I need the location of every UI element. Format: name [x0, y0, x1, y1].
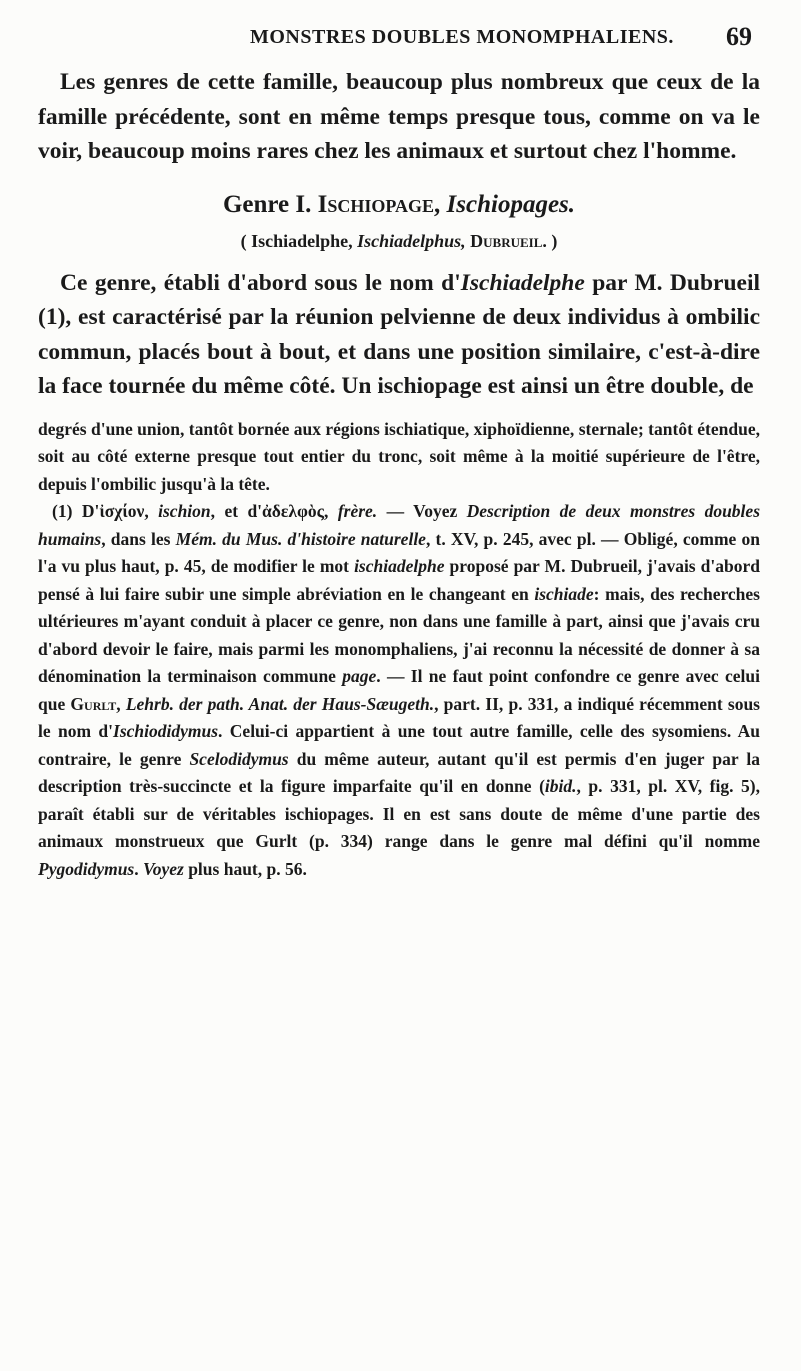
footnote-text: , part. II, p. 331, a indiqué récemment sous le nom d' [38, 693, 760, 741]
footnote-italic: frère. [337, 501, 378, 521]
synonym-close: ) [551, 230, 558, 251]
footnote-italic: page [342, 666, 377, 686]
page-body [38, 65, 760, 883]
genre-name-italic: Ischiopages. [446, 190, 576, 218]
description-text-2: par M. Dubrueil (1), est caractérisé par la réunion pelvienne de deux individus à ombilic commun, placés bout à bout, et dans une position similaire, c'est-à-dire la face tournée du même côté. Un ischiopage est ainsi un être double, de [38, 269, 761, 399]
footnote-text: plus haut, p. 56. [183, 858, 307, 879]
footnote-text: . Celui-ci appartient à une tout autre famille, celle des sysomiens. Au contraire, le genre [38, 721, 760, 769]
description-text-1: Ce genre, établi d'abord sous le nom d' [60, 269, 461, 296]
footnote-italic: Scelodidymus [189, 748, 289, 769]
synonym-line [38, 231, 760, 252]
footnote [38, 498, 760, 883]
footnote-text: . [134, 858, 143, 879]
footnote-italic: ischion [158, 501, 211, 521]
footnote-text: — Voyez [377, 501, 467, 521]
running-head [250, 22, 770, 52]
footnote-text: , p. 331, pl. XV, fig. 5), paraît établi sur de véritables ischiopages. Il en est sans doute de même d'une partie des animaux monstrueux que Gurlt (p. 334) range dans le genre mal défini qu'il nomme [38, 776, 760, 851]
footnote-text: : mais, des recherches ultérieures m'ayant conduit à placer ce genre, non dans une famille à part, ainsi que j'avais cru d'abord devoir le faire, mais parmi les monomphaliens, j'ai reconnu la nécessité de donner à sa dénomination la terminaison commune [38, 583, 760, 686]
footnote-text: , [116, 693, 126, 714]
footnote-text: , t. XV, p. 245, avec pl. — Obligé, comme on l'a vu plus haut, p. 45, de modifier le mot [38, 528, 761, 576]
description-italic-name: Ischiadelphe [460, 269, 585, 296]
footnote-italic: ibid. [544, 776, 577, 796]
genre-heading: Genre I. Ischiopage, Ischiopages. [222, 190, 576, 218]
footnote-italic: ischiadelphe [354, 556, 445, 576]
synonym-latin: Ischiadelphus, [357, 230, 466, 251]
footnote-text: , et d'ἀδελφὸς, [210, 501, 338, 521]
footnote-text: (1) D'ἰσχίον, [52, 501, 159, 521]
genre-name: Ischiopage [317, 190, 435, 218]
footnote-italic: Pygodidymus [38, 858, 135, 879]
genre-prefix: Genre I. [222, 190, 312, 218]
page-number: 69 [726, 22, 752, 51]
synonym-open: ( Ischiadelphe, [240, 230, 353, 251]
intro-paragraph: Les genres de cette famille, beaucoup plus nombreux que ceux de la famille précédente, sont en même temps presque tous, comme on va le voir, beaucoup moins rares chez les animaux et surtout chez l'homme. [38, 69, 760, 164]
footnote-text: . — Il ne faut point confondre ce genre avec celui que [38, 666, 760, 714]
footnote-italic: Description de deux monstres doubles humains [38, 501, 760, 549]
footnote-text: proposé par M. Dubrueil, j'avais d'abord pensé à lui faire subir une simple abréviation en le changeant en [38, 556, 760, 604]
running-title: MONSTRES DOUBLES MONOMPHALIENS. [250, 26, 674, 48]
footnote-italic: Voyez [143, 858, 184, 879]
description-paragraph [38, 266, 760, 404]
footnote-italic: ischiade [534, 583, 594, 604]
footnote-text: du même auteur, autant qu'il est permis d'en juger par la description très-succincte et la figure imparfaite qu'il en donne ( [38, 748, 760, 796]
footnote-text: , dans les [101, 528, 176, 549]
footnote-italic: Lehrb. der path. Anat. der Haus-Sæugeth. [125, 693, 435, 714]
continuation-paragraph: degrés d'une union, tantôt bornée aux régions ischiatique, xiphoïdienne, sternale; tantôt étendue, soit au côté externe presque tout entier du tronc, soit même à la moitié supérieure de l'être, depuis l'ombilic jusqu'à la tête. [38, 418, 760, 494]
footnote-italic: Mém. du Mus. d'histoire naturelle [175, 528, 426, 549]
synonym-author: Dubrueil. [470, 230, 547, 251]
footnote-italic: Ischiodidymus [113, 721, 219, 741]
footnote-author: Gurlt [70, 693, 117, 714]
